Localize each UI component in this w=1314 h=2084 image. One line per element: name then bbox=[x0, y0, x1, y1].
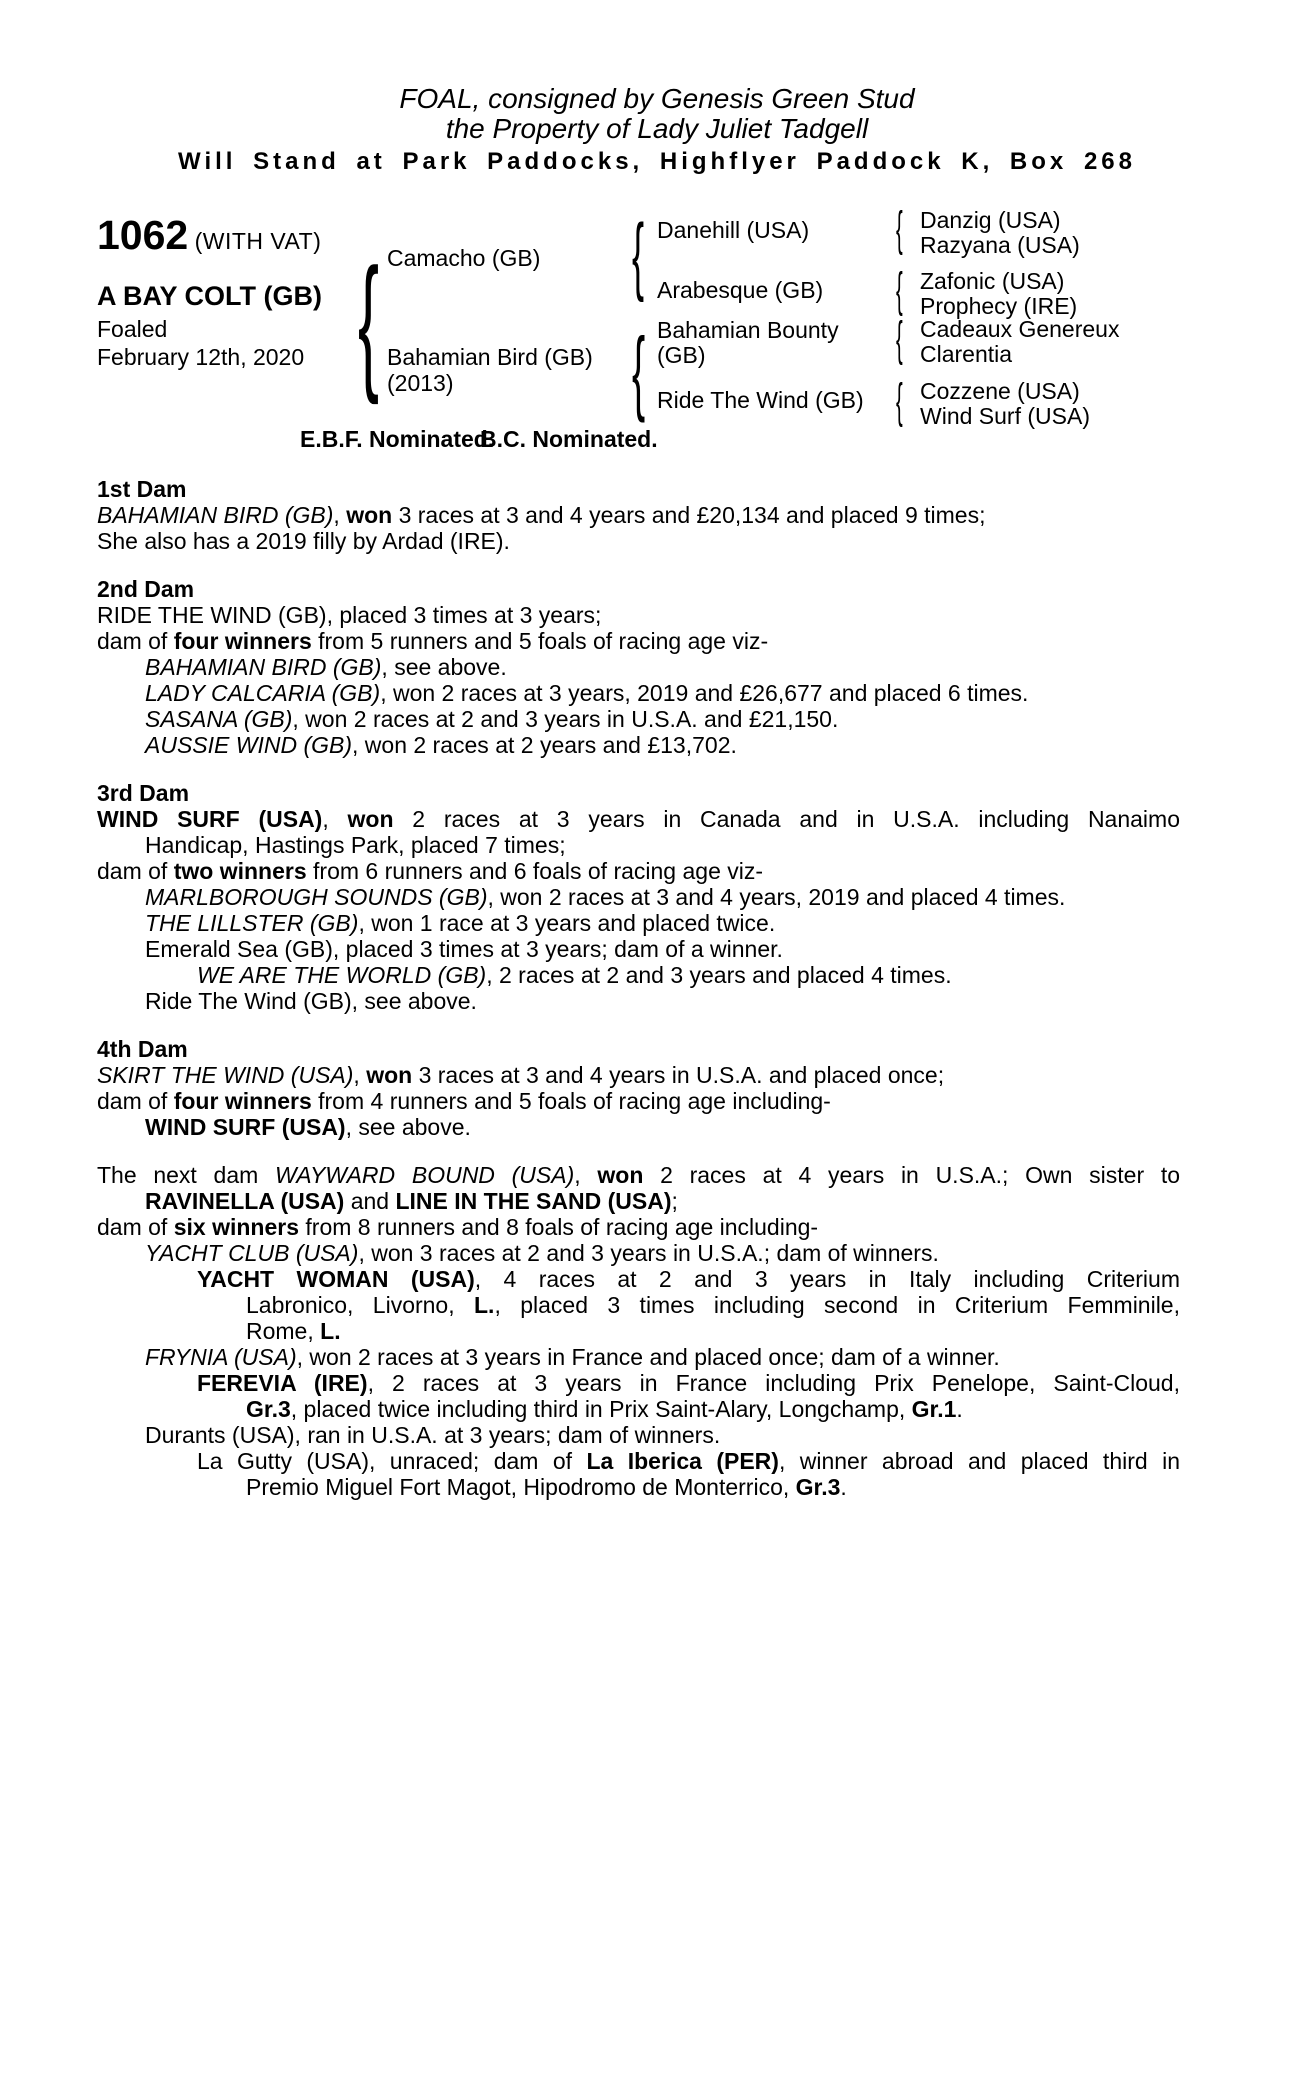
text-line: BAHAMIAN BIRD (GB), won 3 races at 3 and 4 years and £20,134 and placed 9 times; bbox=[97, 502, 986, 528]
lot-number-row bbox=[97, 214, 321, 256]
text-line: WE ARE THE WORLD (GB), 2 races at 2 and 3 years and placed 4 times. bbox=[197, 962, 952, 988]
section-next-dam bbox=[97, 1162, 1180, 1500]
pedigree-sire: Camacho (GB) bbox=[387, 245, 541, 271]
text-line: MARLBOROUGH SOUNDS (GB), won 2 races at 3 and 4 years, 2019 and placed 4 times. bbox=[145, 884, 1066, 910]
text-line: La Gutty (USA), unraced; dam of La Iberica (PER), winner abroad and placed third in bbox=[197, 1448, 1180, 1474]
pedigree-gg-pair-4 bbox=[920, 379, 1230, 429]
pedigree-dam-year: (2013) bbox=[387, 370, 454, 396]
text-line: BAHAMIAN BIRD (GB), see above. bbox=[145, 654, 507, 680]
text-line: Emerald Sea (GB), placed 3 times at 3 years; dam of a winner. bbox=[145, 936, 783, 962]
section-heading: 3rd Dam bbox=[97, 780, 190, 806]
text-line: YACHT WOMAN (USA), 4 races at 2 and 3 years in Italy including Criterium bbox=[197, 1266, 1180, 1292]
text-line: YACHT CLUB (USA), won 3 races at 2 and 3 years in U.S.A.; dam of winners. bbox=[145, 1240, 939, 1266]
text-line: Labronico, Livorno, L., placed 3 times including second in Criterium Femminile, bbox=[246, 1292, 1180, 1318]
pedigree-gg-name: Wind Surf (USA) bbox=[920, 403, 1090, 429]
section-1st-dam bbox=[97, 476, 1180, 554]
text-line: RIDE THE WIND (GB), placed 3 times at 3 years; bbox=[97, 602, 602, 628]
text-line: dam of four winners from 5 runners and 5 foals of racing age viz- bbox=[97, 628, 769, 654]
section-heading: 1st Dam bbox=[97, 476, 187, 502]
text-line: RAVINELLA (USA) and LINE IN THE SAND (USA); bbox=[145, 1188, 678, 1214]
text-line: Ride The Wind (GB), see above. bbox=[145, 988, 477, 1014]
section-heading: 4th Dam bbox=[97, 1036, 188, 1062]
pedigree-gg-name: Cadeaux Genereux bbox=[920, 316, 1120, 342]
text-line: She also has a 2019 filly by Ardad (IRE). bbox=[97, 528, 510, 554]
text-line: dam of six winners from 8 runners and 8 foals of racing age including- bbox=[97, 1214, 819, 1240]
colt-name: A BAY COLT (GB) bbox=[97, 281, 323, 311]
catalogue-text bbox=[97, 476, 1180, 1500]
page-header bbox=[0, 84, 1314, 178]
pedigree-gg-pair-1 bbox=[920, 208, 1230, 258]
pedigree-dam-dam: Ride The Wind (GB) bbox=[657, 387, 864, 413]
pedigree-dam-name: Bahamian Bird (GB) bbox=[387, 344, 593, 370]
bc-nominated: B.C. Nominated. bbox=[480, 426, 658, 452]
text-line: Gr.3, placed twice including third in Prix Saint-Alary, Longchamp, Gr.1. bbox=[246, 1396, 963, 1422]
foaled-date: February 12th, 2020 bbox=[97, 344, 305, 370]
text-line: Premio Miguel Fort Magot, Hipodromo de Monterrico, Gr.3. bbox=[246, 1474, 847, 1500]
ebf-nominated: E.B.F. Nominated. bbox=[300, 426, 495, 452]
stand-location-line: Will Stand at Park Paddocks, Highflyer Paddock K, Box 268 bbox=[178, 148, 1136, 175]
text-line: WIND SURF (USA), won 2 races at 3 years in Canada and in U.S.A. including Nanaimo bbox=[97, 806, 1180, 832]
consignment-line: FOAL, consigned by Genesis Green Stud bbox=[399, 83, 915, 114]
pedigree-gg-name: Danzig (USA) bbox=[920, 207, 1061, 233]
text-line: LADY CALCARIA (GB), won 2 races at 3 years, 2019 and £26,677 and placed 6 times. bbox=[145, 680, 1029, 706]
section-heading: 2nd Dam bbox=[97, 576, 195, 602]
text-line: SKIRT THE WIND (USA), won 3 races at 3 and 4 years in U.S.A. and placed once; bbox=[97, 1062, 945, 1088]
pedigree-gg-name: Razyana (USA) bbox=[920, 232, 1080, 258]
text-line: FEREVIA (IRE), 2 races at 3 years in France including Prix Penelope, Saint-Cloud, bbox=[197, 1370, 1180, 1396]
pedigree-gg-name: Clarentia bbox=[920, 341, 1013, 367]
section-2nd-dam bbox=[97, 576, 1180, 758]
pedigree-gg-name: Prophecy (IRE) bbox=[920, 293, 1078, 319]
pedigree-gg-pair-2 bbox=[920, 269, 1230, 319]
pedigree-dam bbox=[387, 344, 627, 396]
text-line: dam of two winners from 6 runners and 6 foals of racing age viz- bbox=[97, 858, 764, 884]
pedigree-sire-sire: Danehill (USA) bbox=[657, 217, 810, 243]
pedigree-gg-name: Cozzene (USA) bbox=[920, 378, 1080, 404]
pedigree-gg-name: Zafonic (USA) bbox=[920, 268, 1065, 294]
text-line: WIND SURF (USA), see above. bbox=[145, 1114, 471, 1140]
vat-note: (WITH VAT) bbox=[194, 228, 322, 254]
text-line: SASANA (GB), won 2 races at 2 and 3 years in U.S.A. and £21,150. bbox=[145, 706, 839, 732]
lot-number: 1062 bbox=[97, 212, 189, 258]
pedigree-block bbox=[0, 200, 1314, 462]
pedigree-sire-dam: Arabesque (GB) bbox=[657, 277, 824, 303]
foaled-label: Foaled bbox=[97, 316, 168, 342]
owner-line: the Property of Lady Juliet Tadgell bbox=[445, 113, 869, 144]
text-line: Handicap, Hastings Park, placed 7 times; bbox=[145, 832, 566, 858]
section-4th-dam bbox=[97, 1036, 1180, 1140]
text-line: FRYNIA (USA), won 2 races at 3 years in France and placed once; dam of a winner. bbox=[145, 1344, 1000, 1370]
text-line: Durants (USA), ran in U.S.A. at 3 years; dam of winners. bbox=[145, 1422, 721, 1448]
pedigree-gg-pair-3 bbox=[920, 317, 1230, 367]
text-line: The next dam WAYWARD BOUND (USA), won 2 races at 4 years in U.S.A.; Own sister to bbox=[97, 1162, 1181, 1188]
text-line: Rome, L. bbox=[246, 1318, 341, 1344]
text-line: dam of four winners from 4 runners and 5 foals of racing age including- bbox=[97, 1088, 831, 1114]
text-line: THE LILLSTER (GB), won 1 race at 3 years and placed twice. bbox=[145, 910, 776, 936]
section-3rd-dam bbox=[97, 780, 1180, 1014]
text-line: AUSSIE WIND (GB), won 2 races at 2 years and £13,702. bbox=[145, 732, 737, 758]
pedigree-dam-sire: Bahamian Bounty (GB) bbox=[657, 317, 839, 368]
